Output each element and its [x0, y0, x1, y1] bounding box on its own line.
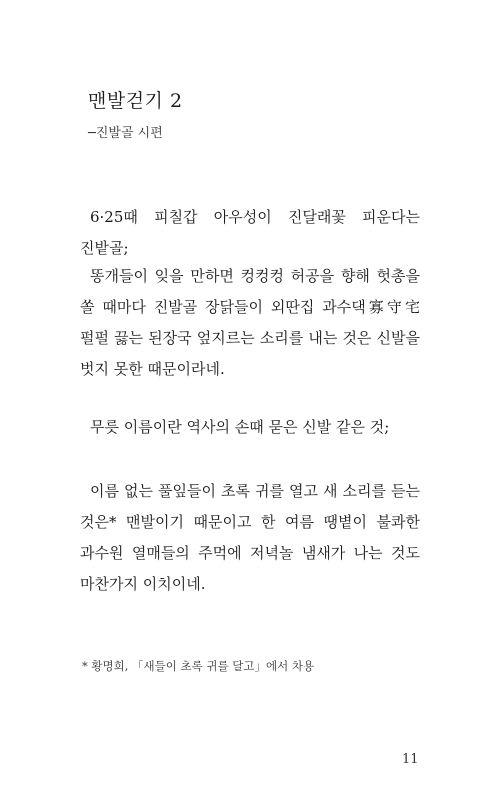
stanza-1: 6·25때 피칠갑 아우성이 진달래꽃 피운다는 진밭골; — [80, 208, 420, 257]
stanza-3: 무릇 이름이란 역사의 손때 묻은 신발 같은 것; — [90, 418, 390, 436]
poem-subtitle: ─진발골 시편 — [88, 126, 163, 141]
poem-title: 맨발걷기 2 — [88, 90, 183, 112]
page-number: 11 — [402, 752, 419, 767]
stanza-2: 똥개들이 잊을 만하면 컹컹컹 허공을 향해 헛총을 쏠 때마다 진발골 장닭들이 외딴집 과수댁寡守宅 펄펄 끓는 된장국 엎지르는 소리를 내는 것은 신발을 벗지 못한 때문이라네. — [80, 267, 420, 378]
footnote: * 황명희, 「새들이 초록 귀를 달고」에서 차용 — [82, 659, 315, 673]
stanza-4: 이름 없는 풀잎들이 초록 귀를 열고 새 소리를 듣는 것은* 맨발이기 때문이고 한 여름 땡볕이 불콰한 과수원 열매들의 주먹에 저녁놀 냄새가 나는 것도 마찬가지 이치이네. — [80, 482, 420, 593]
